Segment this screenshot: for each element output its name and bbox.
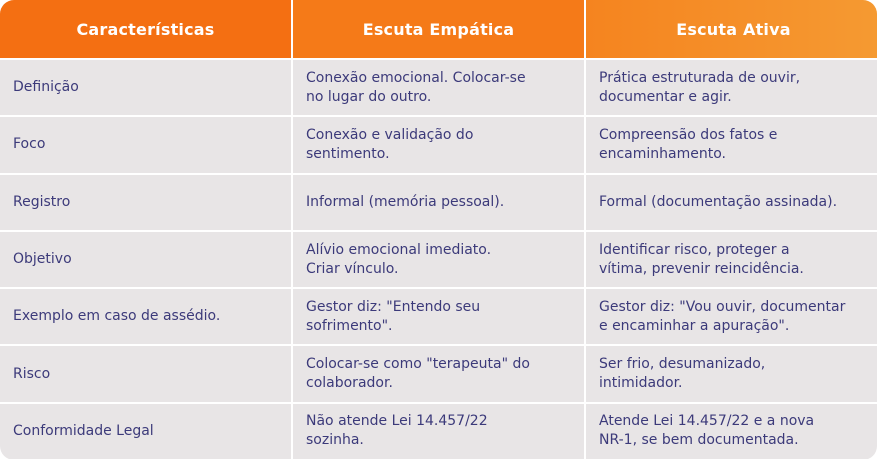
cell-text: Foco: [13, 136, 46, 153]
table-row: [0, 60, 877, 115]
row-label-cell: [0, 289, 291, 344]
cell-text: Objetivo: [13, 251, 72, 268]
cell-text: Colocar-se como "terapeuta" do colaborador.: [306, 356, 530, 392]
cell-text: Atende Lei 14.457/22 e a nova NR-1, se bem documentada.: [599, 413, 815, 449]
cell-text: Conexão emocional. Colocar-se no lugar do outro.: [306, 69, 526, 105]
row-label-cell: [0, 346, 291, 401]
cell-text: Exemplo em caso de assédio.: [13, 308, 221, 325]
row-label-cell: [0, 175, 291, 230]
table-row: [0, 117, 877, 172]
empathic-cell: [293, 60, 584, 115]
active-cell: [586, 404, 877, 459]
header-label: Escuta Ativa: [676, 19, 791, 39]
active-cell: [586, 232, 877, 287]
cell-text: Alívio emocional imediato. Criar vínculo.: [306, 241, 492, 277]
cell-text: Prática estruturada de ouvir, documentar e agir.: [599, 69, 801, 105]
table-row: [0, 404, 877, 459]
cell-text: Risco: [13, 365, 51, 382]
cell-text: Definição: [13, 79, 79, 96]
header-label: Escuta Empática: [362, 19, 515, 39]
cell-text: Ser frio, desumanizado, intimidador.: [599, 356, 766, 392]
empathic-cell: [293, 117, 584, 172]
cell-text: Gestor diz: "Entendo seu sofrimento".: [306, 298, 481, 334]
table-row: [0, 346, 877, 401]
cell-text: Registro: [13, 193, 71, 210]
row-label-cell: [0, 404, 291, 459]
table-row: [0, 289, 877, 344]
empathic-cell: [293, 175, 584, 230]
active-cell: [586, 346, 877, 401]
active-cell: [586, 289, 877, 344]
active-cell: [586, 60, 877, 115]
cell-text: Compreensão dos fatos e encaminhamento.: [599, 126, 778, 162]
header-label: Características: [76, 19, 215, 39]
cell-text: Informal (memória pessoal).: [306, 193, 505, 210]
active-cell: [586, 175, 877, 230]
table-row: [0, 232, 877, 287]
active-cell: [586, 117, 877, 172]
cell-text: Conexão e validação do sentimento.: [306, 126, 474, 162]
empathic-cell: [293, 404, 584, 459]
cell-text: Gestor diz: "Vou ouvir, documentar e encaminhar a apuração".: [599, 298, 846, 334]
row-label-cell: [0, 60, 291, 115]
cell-text: Formal (documentação assinada).: [599, 193, 838, 210]
cell-text: Conformidade Legal: [13, 422, 154, 439]
header-caracteristicas: [0, 0, 291, 58]
cell-text: Não atende Lei 14.457/22 sozinha.: [306, 413, 488, 449]
table-row: [0, 175, 877, 230]
empathic-cell: [293, 232, 584, 287]
table-header-row: [0, 0, 877, 58]
empathic-cell: [293, 346, 584, 401]
row-label-cell: [0, 232, 291, 287]
header-escuta-empatica: [293, 0, 584, 58]
row-label-cell: [0, 117, 291, 172]
empathic-cell: [293, 289, 584, 344]
cell-text: Identificar risco, proteger a vítima, prevenir reincidência.: [599, 241, 804, 277]
header-escuta-ativa: [586, 0, 877, 58]
